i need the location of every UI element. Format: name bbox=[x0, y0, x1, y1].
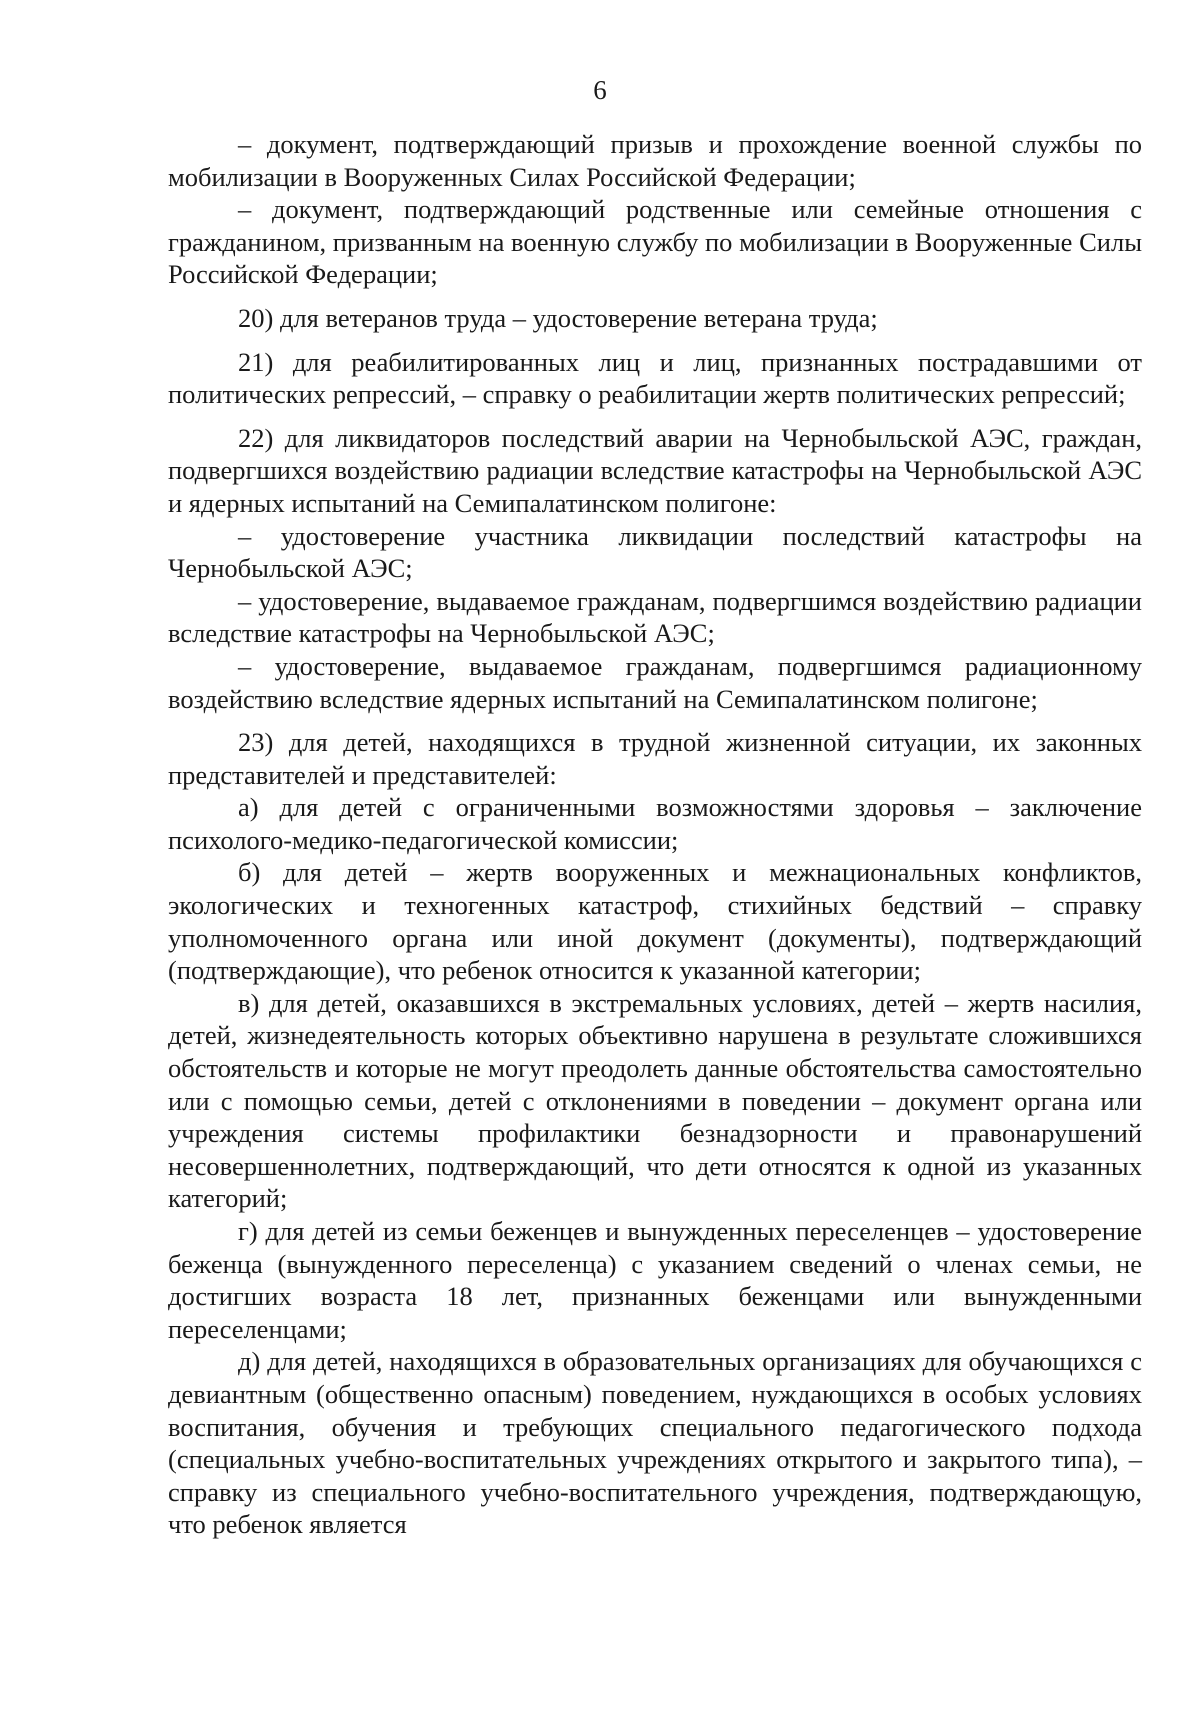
paragraph-mobilization-document: – документ, подтверждающий призыв и прохождение военной службы по мобилизации в Вооруженных Силах Российской Федерации; bbox=[168, 129, 1142, 192]
paragraph-item-22-liquidator-certificate: – удостоверение участника ликвидации последствий катастрофы на Чернобыльской АЭС; bbox=[168, 520, 1142, 584]
paragraph-item-22-chernobyl-certificate: – удостоверение, выдаваемое гражданам, подвергшимся воздействию радиации вследствие катастрофы на Чернобыльской АЭС; bbox=[168, 585, 1142, 649]
paragraph-item-22-semipalatinsk-certificate: – удостоверение, выдаваемое гражданам, подвергшимся радиационному воздействию вследствие ядерных испытаний на Семипалатинском полигоне; bbox=[168, 650, 1142, 714]
paragraph-item-23-g: г) для детей из семьи беженцев и вынужденных переселенцев – удостоверение беженца (вынужденного переселенца) с указанием сведений о членах семьи, не достигших возраста 18 лет, признанных беженцами или вынужденными переселенцами; bbox=[168, 1216, 1142, 1344]
page-number: 6 bbox=[593, 75, 607, 105]
paragraph-item-22: 22) для ликвидаторов последствий аварии на Чернобыльской АЭС, граждан, подвергшихся воздействию радиации вследствие катастрофы на Чернобыльской АЭС и ядерных испытаний на Семипалатинском полигоне: bbox=[168, 422, 1142, 518]
paragraph-family-relations-document: – документ, подтверждающий родственные или семейные отношения с гражданином, призванным на военную службу по мобилизации в Вооруженные Силы Российской Федерации; bbox=[168, 194, 1142, 290]
paragraph-item-23-v: в) для детей, оказавшихся в экстремальных условиях, детей – жертв насилия, детей, жизнедеятельность которых объективно нарушена в результате сложившихся обстоятельств и которые не могут преодолеть данные обстоятельства самостоятельно или с помощью семьи, детей с отклонениями в поведении – документ органа или учреждения системы профилактики безнадзорности и правонарушений несовершеннолетних, подтверждающий, что дети относятся к одной из указанных категорий; bbox=[168, 987, 1142, 1214]
paragraph-item-20: 20) для ветеранов труда – удостоверение ветерана труда; bbox=[238, 302, 878, 333]
paragraph-item-23: 23) для детей, находящихся в трудной жизненной ситуации, их законных представителей и представителей: bbox=[168, 727, 1142, 790]
paragraph-item-21: 21) для реабилитированных лиц и лиц, признанных пострадавшими от политических репрессий, – справку о реабилитации жертв политических репрессий; bbox=[168, 346, 1142, 410]
paragraph-item-23-a: а) для детей с ограниченными возможностями здоровья – заключение психолого-медико-педагогической комиссии; bbox=[168, 792, 1142, 855]
paragraph-item-23-b: б) для детей – жертв вооруженных и межнациональных конфликтов, экологических и техногенных катастроф, стихийных бедствий – справку уполномоченного органа или иной документ (документы), подтверждающий (подтверждающие), что ребенок относится к указанной категории; bbox=[168, 857, 1142, 986]
document-body bbox=[168, 128, 1142, 1541]
paragraph-item-23-d: д) для детей, находящихся в образовательных организациях для обучающихся с девиантным (общественно опасным) поведением, нуждающихся в особых условиях воспитания, обучения и требующих специального педагогического подхода (специальных учебно-воспитательных учреждениях открытого и закрытого типа), – справку из специального учебно-воспитательного учреждения, подтверждающую, что ребенок является bbox=[168, 1346, 1142, 1540]
